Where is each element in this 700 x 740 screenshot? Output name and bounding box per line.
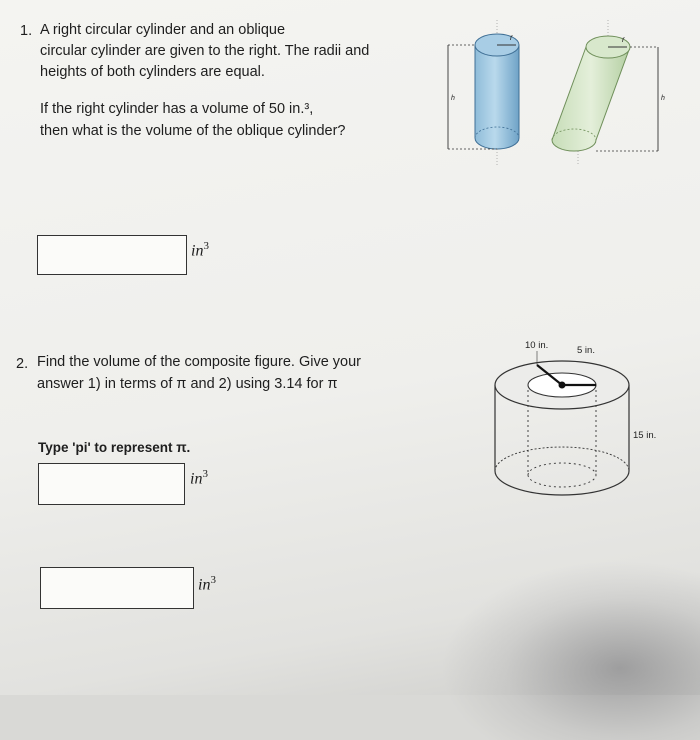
q2-text-line-1: Find the volume of the composite figure. Give your: [37, 354, 361, 370]
q2-answer-2-input[interactable]: [40, 567, 194, 609]
right-cylinder-height-label: h: [451, 95, 455, 102]
q2-text-line-2: answer 1) in terms of π and 2) using 3.14 for π: [37, 376, 338, 392]
right-cylinder: [448, 20, 519, 165]
oblique-cylinder-radius-label: r: [622, 35, 625, 44]
q1-unit-label: $in^3$: [191, 240, 209, 260]
photo-shadow: [440, 560, 700, 740]
q1-text-line-3: heights of both cylinders are equal.: [40, 64, 265, 80]
center-point: [559, 382, 566, 389]
q2-instruction: Type 'pi' to represent π.: [38, 440, 191, 455]
q2-answer-1-input[interactable]: [38, 463, 185, 505]
q2-composite-figure: [485, 335, 665, 515]
oblique-cylinder-height-label: h: [661, 95, 665, 102]
inner-cylinder-hole: [528, 373, 596, 487]
q2-answer-2-unit: $in^3$: [198, 574, 216, 594]
oblique-cylinder: [552, 20, 665, 165]
q1-cylinders-figure: [430, 20, 670, 170]
outer-radius-label: 10 in.: [525, 340, 549, 351]
inner-radius-label: 5 in.: [577, 345, 595, 356]
q2-number: 2.: [16, 356, 29, 372]
q1-answer-input[interactable]: [37, 235, 187, 275]
q2-answer-1-unit: $in^3$: [190, 468, 208, 488]
q1-text-line-2: circular cylinder are given to the right. The radii and: [40, 43, 370, 59]
height-label: 15 in.: [633, 430, 657, 441]
q1-prompt-line-1: If the right cylinder has a volume of 50 in.³,: [40, 101, 314, 117]
right-cylinder-radius-label: r: [510, 33, 513, 42]
q1-number: 1.: [20, 23, 33, 39]
q1-text-line-1: A right circular cylinder and an oblique: [40, 22, 286, 38]
q1-prompt-line-2: then what is the volume of the oblique cylinder?: [40, 123, 346, 139]
